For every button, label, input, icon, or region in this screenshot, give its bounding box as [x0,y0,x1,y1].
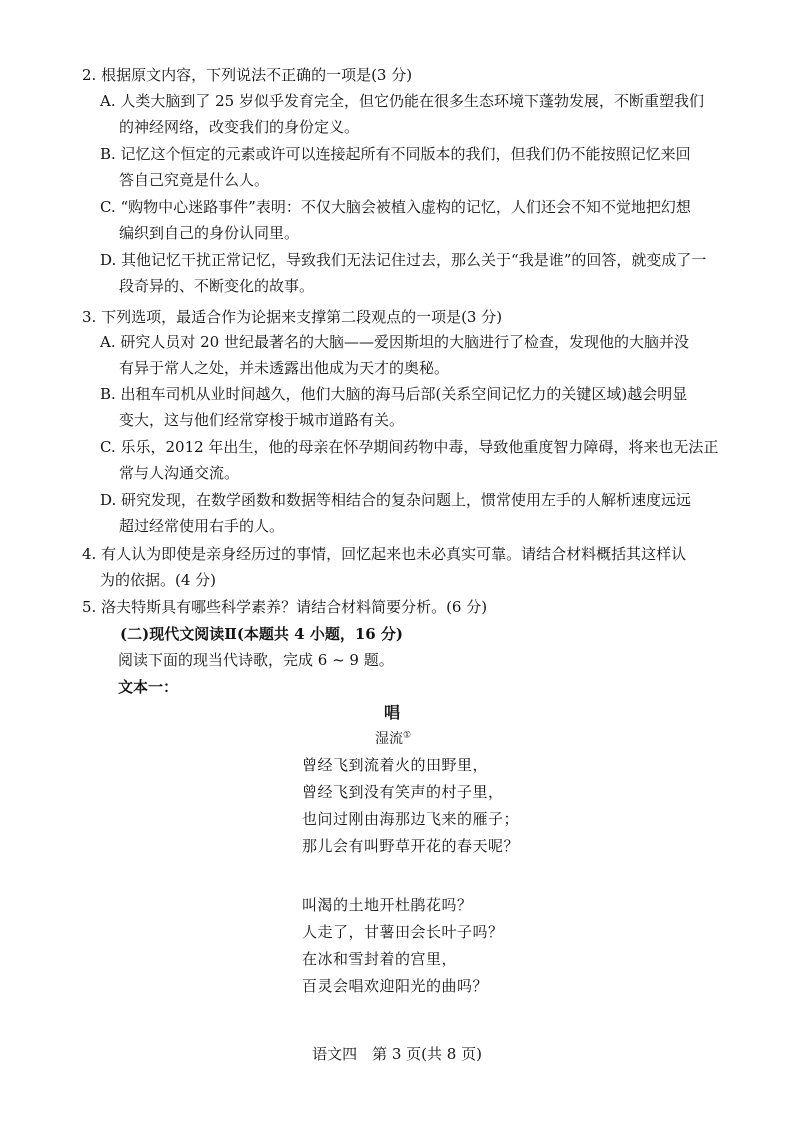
question-3-option-c: C. 乐乐，2012 年出生，他的母亲在怀孕期间药物中毒，导致他重度智力障碍，将来也无法正 常与人沟通交流。 [100,438,719,482]
page-footer: 语文四 第 3 页(共 8 页) [312,1045,482,1063]
poem-author-footnote-mark: ① [403,730,412,741]
question-2-option-b: B. 记忆这个恒定的元素或许可以连接起所有不同版本的我们，但我们仍不能按照记忆来回 答自己究竟是什么人。 [100,145,691,189]
poem-line: 也问过刚由海那边飞来的雁子； [302,810,520,828]
question-3-option-a: A. 研究人员对 20 世纪最著名的大脑——爱因斯坦的大脑进行了检查，发现他的大脑并没 有异于常人之处，并未透露出他成为天才的奥秘。 [100,333,689,377]
question-3-option-b: B. 出租车司机从业时间越久，他们大脑的海马后部(关系空间记忆力的关键区域)越会明显 变大，这与他们经常穿梭于城市道路有关。 [100,385,688,429]
question-2-option-a: A. 人类大脑到了 25 岁似乎发育完全，但它仍能在很多生态环境下蓬勃发展，不断重塑我们 的神经网络，改变我们的身份定义。 [100,92,704,136]
section-instruction: 阅读下面的现当代诗歌，完成 6 ~ 9 题。 [118,651,394,669]
question-2-stem: 2. 根据原文内容，下列说法不正确的一项是(3 分) [82,66,413,84]
poem-line: 在冰和雪封着的宫里， [302,950,458,968]
poem-author [375,728,411,748]
question-2-option-d: D. 其他记忆干扰正常记忆，导致我们无法记住过去，那么关于“我是谁”的回答，就变成了一 段奇异的、不断变化的故事。 [100,251,707,295]
poem-line: 那儿会有叫野草开花的春天呢？ [302,837,520,855]
poem-title: 唱 [384,703,401,722]
question-5: 5. 洛夫特斯具有哪些科学素养？请结合材料简要分析。(6 分) [82,598,488,616]
question-4-line-1: 4. 有人认为即使是亲身经历过的事情，回忆起来也未必真实可靠。请结合材料概括其这样认 [82,545,687,563]
question-4-line-2: 为的依据。(4 分) [100,571,217,589]
poem-author-name: 湿流 [375,731,403,747]
poem-line: 叫渴的土地开杜鹃花吗？ [302,896,473,914]
section-heading: (二)现代文阅读Ⅱ(本题共 4 小题，16 分) [120,625,404,643]
question-3-stem: 3. 下列选项，最适合作为论据来支撑第二段观点的一项是(3 分) [82,308,503,326]
question-3-option-d: D. 研究发现，在数学函数和数据等相结合的复杂问题上，惯常使用左手的人解析速度远远 超过经常使用右手的人。 [100,491,692,535]
poem-line: 人走了，甘薯田会长叶子吗？ [302,923,504,941]
poem-line: 曾经飞到没有笑声的村子里， [302,783,504,801]
poem-line: 百灵会唱欢迎阳光的曲吗？ [302,977,489,995]
text-one-label: 文本一： [118,678,179,696]
question-2-option-c: C. “购物中心迷路事件”表明：不仅大脑会被植入虚构的记忆，人们还会不知不觉地把幻想 编织到自己的身份认同里。 [100,198,691,242]
poem-line: 曾经飞到流着火的田野里， [302,756,489,774]
